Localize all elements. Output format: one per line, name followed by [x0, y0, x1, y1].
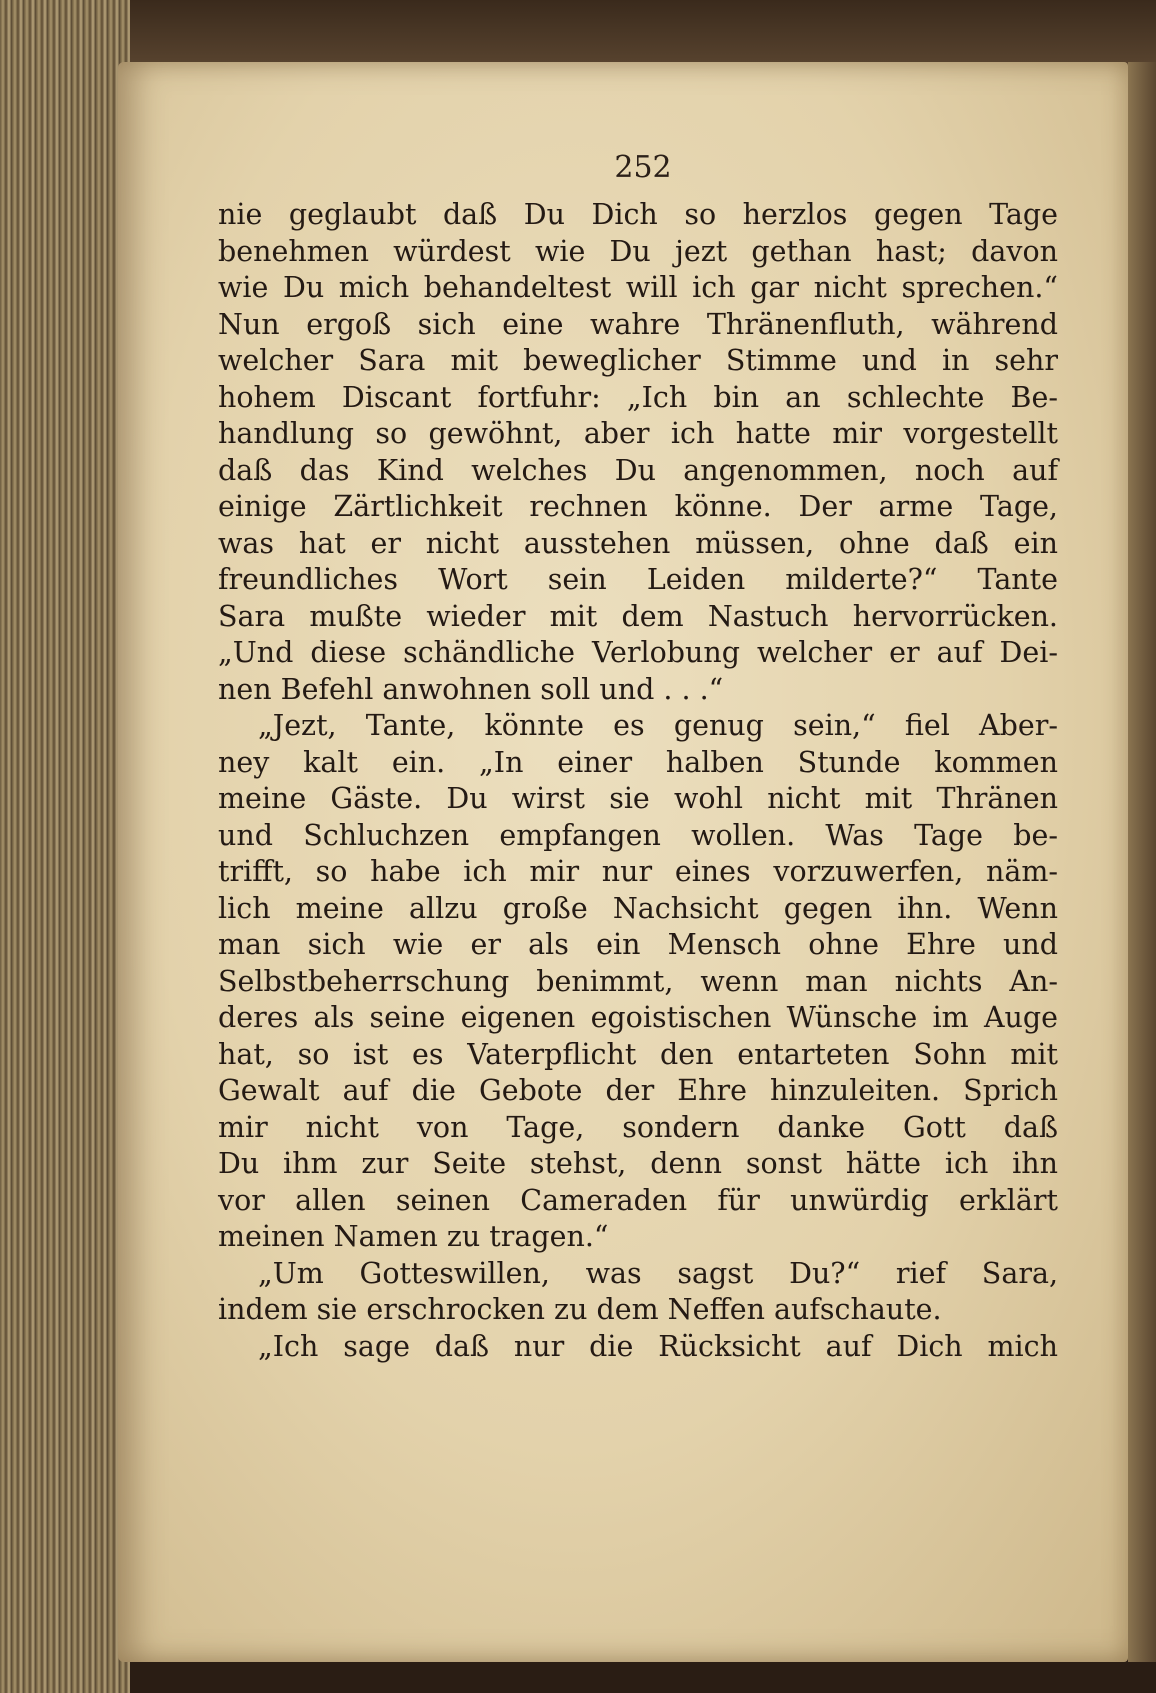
- text-line: handlung so gewöhnt, aber ich hatte mir vorgestellt: [218, 417, 1058, 450]
- text-line: wie Du mich behandeltest will ich gar nicht sprechen.“: [218, 271, 1058, 304]
- text-line: benehmen würdest wie Du jezt gethan hast; davon: [218, 234, 1058, 268]
- text-line: welcher Sara mit beweglicher Stimme und in sehr: [218, 344, 1058, 377]
- text-line: freundliches Wort sein Leiden milderte?“ Tante: [218, 563, 1058, 596]
- page-number: 252: [614, 150, 672, 185]
- text-line: Gewalt auf die Gebote der Ehre hinzuleiten. Sprich: [218, 1074, 1058, 1107]
- text-line: mir nicht von Tage, sondern danke Gott daß: [218, 1110, 1058, 1144]
- text-line: indem sie erschrocken zu dem Neffen aufschaute.: [218, 1293, 942, 1326]
- text-line: man sich wie er als ein Mensch ohne Ehre und: [218, 928, 1058, 961]
- text-line: vor allen seinen Cameraden für unwürdig erklärt: [218, 1183, 1058, 1217]
- text-line: „Um Gotteswillen, was sagst Du?“ rief Sara,: [258, 1256, 1058, 1290]
- text-line: daß das Kind welches Du angenommen, noch auf: [218, 453, 1058, 487]
- text-line: „Jezt, Tante, könnte es genug sein,“ fiel Aber-: [258, 709, 1058, 742]
- text-line: und Schluchzen empfangen wollen. Was Tage be-: [218, 818, 1058, 852]
- text-line: „Ich sage daß nur die Rücksicht auf Dich mich: [258, 1329, 1058, 1363]
- text-line: nen Befehl anwohnen soll und . . .“: [218, 672, 724, 706]
- text-line: hat, so ist es Vaterpflicht den entarteten Sohn mit: [218, 1037, 1058, 1071]
- text-line: „Und diese schändliche Verlobung welcher er auf Dei-: [218, 636, 1058, 669]
- text-line: Nun ergoß sich eine wahre Thränenfluth, während: [218, 307, 1058, 341]
- page-text: [218, 197, 1058, 1365]
- text-line: einige Zärtlichkeit rechnen könne. Der arme Tage,: [218, 490, 1058, 523]
- text-line: Selbstbeherrschung benimmt, wenn man nichts An-: [218, 964, 1058, 998]
- book-right-edge: [1128, 62, 1156, 1662]
- text-line: Du ihm zur Seite stehst, denn sonst hätte ich ihn: [218, 1147, 1058, 1180]
- book-page: [118, 62, 1128, 1662]
- book-page-edges: [0, 0, 130, 1693]
- text-line: hohem Discant fortfuhr: „Ich bin an schlechte Be-: [218, 380, 1058, 414]
- text-line: Sara mußte wieder mit dem Nastuch hervorrücken.: [218, 599, 1058, 633]
- text-line: meinen Namen zu tragen.“: [218, 1220, 609, 1253]
- book-top-edge: [0, 0, 1156, 70]
- text-line: deres als seine eigenen egoistischen Wünsche im Auge: [218, 1001, 1058, 1034]
- text-line: ney kalt ein. „In einer halben Stunde kommen: [218, 745, 1058, 779]
- text-line: meine Gäste. Du wirst sie wohl nicht mit Thränen: [218, 782, 1058, 815]
- text-line: trifft, so habe ich mir nur eines vorzuwerfen, näm-: [218, 855, 1058, 888]
- text-line: nie geglaubt daß Du Dich so herzlos gegen Tage: [218, 198, 1058, 231]
- text-line: was hat er nicht ausstehen müssen, ohne daß ein: [218, 526, 1058, 560]
- text-line: lich meine allzu große Nachsicht gegen ihn. Wenn: [218, 891, 1058, 925]
